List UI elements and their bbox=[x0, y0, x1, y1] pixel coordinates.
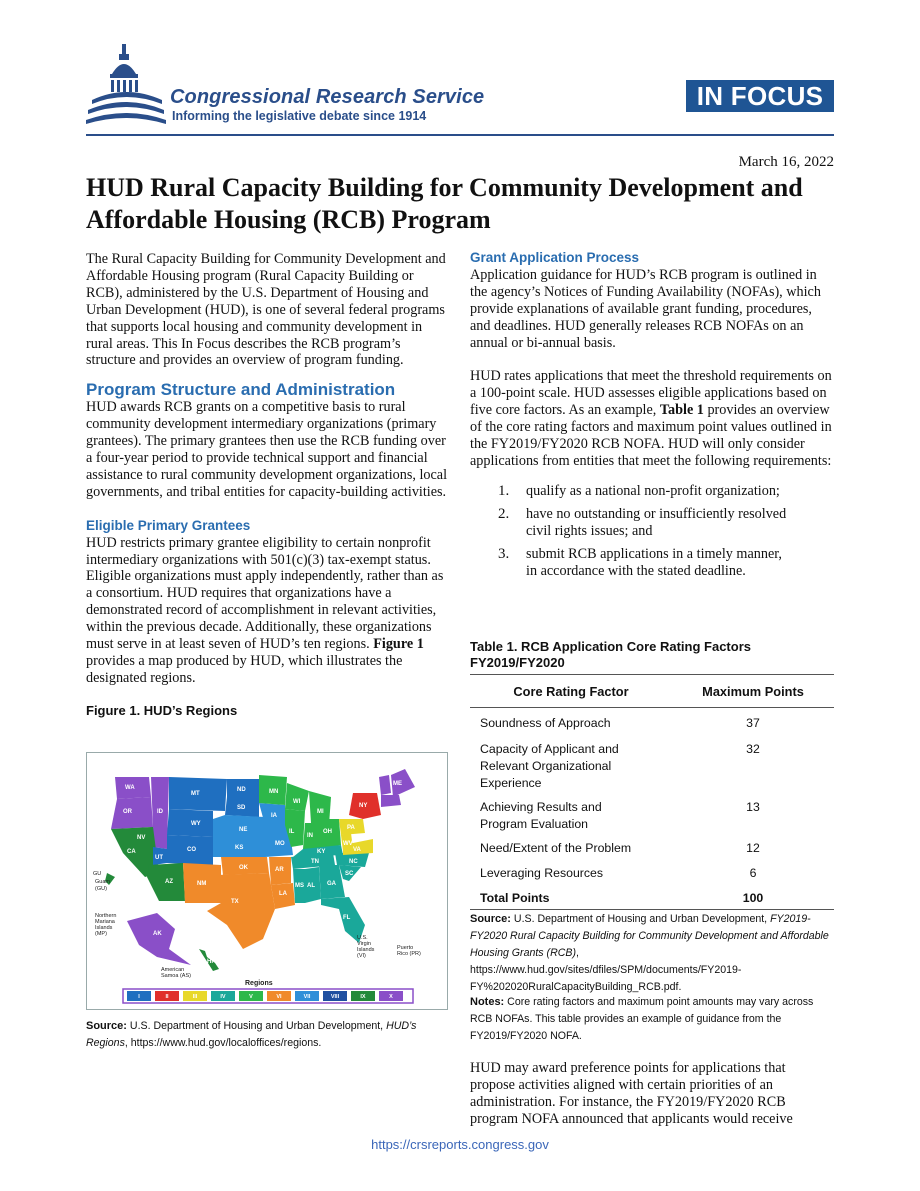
svg-text:IV: IV bbox=[220, 994, 226, 1000]
svg-text:Islands: Islands bbox=[357, 947, 375, 953]
svg-text:ID: ID bbox=[157, 809, 163, 815]
region-viii-wy bbox=[167, 809, 213, 837]
right-column bbox=[470, 250, 834, 585]
table-source: Source: U.S. Department of Housing and Urban Development, FY2019-FY2020 Rural Capacity Building for Community Development and Affordable Housing Grants (RCB), https://www.hud.gov/sites/dfiles/SPM/documents/FY2019-FY%202020RuralCapacityBuilding_RCB.pdf. bbox=[470, 913, 829, 993]
structure-paragraph: HUD awards RCB grants on a competitive basis to rural community development intermediary organizations (primary grantees). The primary grantees then use the RCB funding over a four-year period to provide technical support and financial assistance to rural community development organizations, local governments, and tribal entities for capacity-building activities. bbox=[86, 399, 448, 500]
svg-text:IA: IA bbox=[271, 813, 277, 819]
svg-text:WV: WV bbox=[343, 841, 353, 847]
column-header-factor: Core Rating Factor bbox=[513, 683, 629, 699]
svg-text:(MP): (MP) bbox=[95, 931, 107, 937]
svg-text:Mariana: Mariana bbox=[95, 919, 115, 925]
svg-text:CA: CA bbox=[127, 849, 136, 855]
svg-text:AL: AL bbox=[307, 883, 315, 889]
svg-text:VII: VII bbox=[303, 994, 311, 1000]
table-caption: Table 1. RCB Application Core Rating Factors FY2019/FY2020 bbox=[470, 639, 751, 670]
svg-text:CO: CO bbox=[187, 847, 196, 853]
list-item: 2. have no outstanding or insufficiently resolved civil rights issues; and bbox=[498, 505, 787, 539]
rating-factors-table bbox=[470, 674, 834, 910]
publication-date: March 16, 2022 bbox=[738, 154, 834, 170]
svg-text:Samoa (AS): Samoa (AS) bbox=[161, 973, 191, 979]
region-v-wi bbox=[285, 783, 309, 811]
svg-text:(VI): (VI) bbox=[357, 953, 366, 959]
table-row: Soundness of Approach 37 bbox=[480, 716, 760, 730]
intro-paragraph: The Rural Capacity Building for Community Development and Affordable Housing program (Rural Capacity Building or RCB), administered by the U.S. Department of Housing and Urban Development (HUD), is one of several federal programs that supports local housing and community development in rural areas. This In Focus describes the RCB program’s structure and provides an overview of program funding. bbox=[86, 251, 446, 369]
svg-text:V: V bbox=[249, 994, 253, 1000]
svg-text:VI: VI bbox=[276, 994, 282, 1000]
svg-text:NM: NM bbox=[197, 881, 207, 887]
region-i-vt bbox=[379, 775, 391, 795]
svg-text:III: III bbox=[192, 994, 198, 1000]
left-column bbox=[86, 251, 448, 720]
org-tagline: Informing the legislative debate since 1914 bbox=[172, 109, 427, 123]
svg-text:FL: FL bbox=[343, 915, 351, 921]
svg-text:MO: MO bbox=[275, 841, 285, 847]
svg-text:U.S.: U.S. bbox=[357, 935, 368, 941]
svg-text:X: X bbox=[389, 994, 393, 1000]
svg-text:WI: WI bbox=[293, 799, 301, 805]
requirements-list bbox=[470, 483, 790, 580]
svg-text:Regions: Regions bbox=[245, 980, 273, 987]
svg-text:LA: LA bbox=[279, 891, 287, 897]
table-header-row bbox=[470, 675, 834, 708]
hud-regions-map bbox=[86, 752, 448, 1010]
region-vii-ne bbox=[213, 815, 265, 837]
svg-text:HI: HI bbox=[207, 959, 213, 965]
svg-text:TX: TX bbox=[231, 899, 239, 905]
svg-text:OH: OH bbox=[323, 829, 332, 835]
svg-text:GU: GU bbox=[93, 871, 102, 877]
list-item: 1. qualify as a national non-profit organization; bbox=[498, 482, 780, 499]
svg-text:Rico (PR): Rico (PR) bbox=[397, 951, 421, 957]
svg-text:MT: MT bbox=[191, 791, 200, 797]
table-row: Leveraging Resources 6 bbox=[480, 866, 757, 880]
svg-text:NE: NE bbox=[239, 827, 248, 833]
svg-text:VIII: VIII bbox=[330, 994, 340, 1000]
column-header-points: Maximum Points bbox=[702, 683, 804, 699]
svg-text:OR: OR bbox=[123, 809, 132, 815]
svg-text:Virgin: Virgin bbox=[357, 941, 371, 947]
svg-text:NV: NV bbox=[137, 835, 146, 841]
svg-text:MN: MN bbox=[269, 789, 279, 795]
svg-text:ME: ME bbox=[393, 781, 402, 787]
svg-text:MS: MS bbox=[295, 883, 304, 889]
svg-text:KS: KS bbox=[235, 845, 244, 851]
figure-1-reference: Figure 1 bbox=[373, 636, 424, 653]
svg-text:AZ: AZ bbox=[165, 879, 173, 885]
eligible-paragraph: HUD restricts primary grantee eligibility to certain nonprofit intermediary organizations with 501(c)(3) tax-exempt status. Eligible organizations must apply independently, rather than as a consortium. HUD requires that organizations have a demonstrated record of accomplishment in relevant activities, within the previous decade. Additionally, these organizations must serve in at least seven of HUD’s ten regions. Figure 1 provides a map produced by HUD, which illustrates the designated regions. bbox=[86, 534, 444, 686]
svg-text:IN: IN bbox=[307, 833, 313, 839]
svg-text:IL: IL bbox=[289, 829, 295, 835]
table-row: Achieving Results and Program Evaluation 13 bbox=[480, 800, 760, 831]
svg-text:II: II bbox=[165, 994, 169, 1000]
svg-text:NC: NC bbox=[349, 859, 358, 865]
svg-text:ND: ND bbox=[237, 787, 246, 793]
org-name: Congressional Research Service bbox=[170, 86, 485, 108]
svg-text:IX: IX bbox=[360, 994, 366, 1000]
figure-source: Source: U.S. Department of Housing and Urban Development, HUD’s Regions, https://www.hud.gov/localoffices/regions. bbox=[86, 1020, 417, 1049]
svg-text:VA: VA bbox=[353, 847, 361, 853]
heading-program-structure: Program Structure and Administration bbox=[86, 380, 396, 400]
svg-text:Northern: Northern bbox=[95, 913, 117, 919]
svg-text:I: I bbox=[138, 994, 140, 1000]
svg-text:UT: UT bbox=[155, 855, 163, 861]
heading-grant-application: Grant Application Process bbox=[470, 250, 640, 265]
svg-text:SD: SD bbox=[237, 805, 246, 811]
region-x-ak bbox=[127, 913, 191, 965]
svg-text:WA: WA bbox=[125, 785, 135, 791]
svg-text:(GU): (GU) bbox=[95, 886, 107, 892]
table-row: Need/Extent of the Problem 12 bbox=[480, 841, 760, 855]
svg-text:TN: TN bbox=[311, 859, 319, 865]
rates-paragraph: HUD rates applications that meet the threshold requirements on a 100-point scale. HUD assesses eligible applications based on five core factors. As an example, Table 1 provides an overview of the core rating factors and maximum point values outlined in the FY2019/FY2020 RCB NOFA. HUD will only consider applications from entities that meet the following requirements: bbox=[470, 368, 832, 469]
map-graphic bbox=[87, 753, 447, 1009]
svg-text:SC: SC bbox=[345, 871, 354, 877]
svg-text:AK: AK bbox=[153, 931, 162, 937]
crs-capitol-logo bbox=[86, 44, 166, 132]
document-title: HUD Rural Capacity Building for Community Development and Affordable Housing (RCB) Program bbox=[86, 173, 803, 234]
table-1-reference: Table 1 bbox=[659, 402, 704, 419]
svg-text:Islands: Islands bbox=[95, 925, 113, 931]
svg-text:American: American bbox=[161, 967, 185, 973]
header-rule bbox=[86, 134, 834, 136]
svg-text:PA: PA bbox=[347, 825, 355, 831]
in-focus-badge: IN FOCUS bbox=[686, 80, 834, 112]
list-item: 3. submit RCB applications in a timely manner, in accordance with the stated deadline. bbox=[498, 545, 782, 579]
table-notes: Notes: Core rating factors and maximum point amounts may vary across RCB NOFAs. This table provides an example of guidance from the FY2019/FY2020 NOFA. bbox=[470, 996, 814, 1042]
preference-paragraph: HUD may award preference points for applications that propose activities aligned with certain priorities of an administration. For instance, the FY2019/FY2020 RCB program NOFA announced that applicants would receive bbox=[470, 1060, 793, 1127]
figure-caption: Figure 1. HUD’s Regions bbox=[86, 702, 238, 718]
svg-text:Puerto: Puerto bbox=[397, 945, 414, 951]
svg-text:AR: AR bbox=[275, 867, 284, 873]
svg-text:NY: NY bbox=[359, 803, 368, 809]
region-i-ma bbox=[381, 795, 401, 807]
heading-eligible-grantees: Eligible Primary Grantees bbox=[86, 517, 251, 533]
table-row: Capacity of Applicant and Relevant Organizational Experience 32 bbox=[480, 742, 760, 790]
svg-text:WY: WY bbox=[191, 821, 201, 827]
svg-text:MI: MI bbox=[317, 809, 324, 815]
region-x-or bbox=[111, 797, 153, 829]
svg-text:Guam: Guam bbox=[95, 879, 110, 885]
svg-text:GA: GA bbox=[327, 881, 336, 887]
grant-paragraph: Application guidance for HUD’s RCB program is outlined in the agency’s Notices of Funding Availability (NOFAs), which provide explanations of available grant funding, procedures, and deadlines. HUD generally releases RCB NOFAs on an annual or bi-annual basis. bbox=[470, 266, 821, 351]
table-total-row: Total Points 100 bbox=[470, 883, 834, 910]
svg-text:KY: KY bbox=[317, 849, 326, 855]
footer-url[interactable]: https://crsreports.congress.gov bbox=[371, 1137, 549, 1152]
svg-text:OK: OK bbox=[239, 865, 248, 871]
